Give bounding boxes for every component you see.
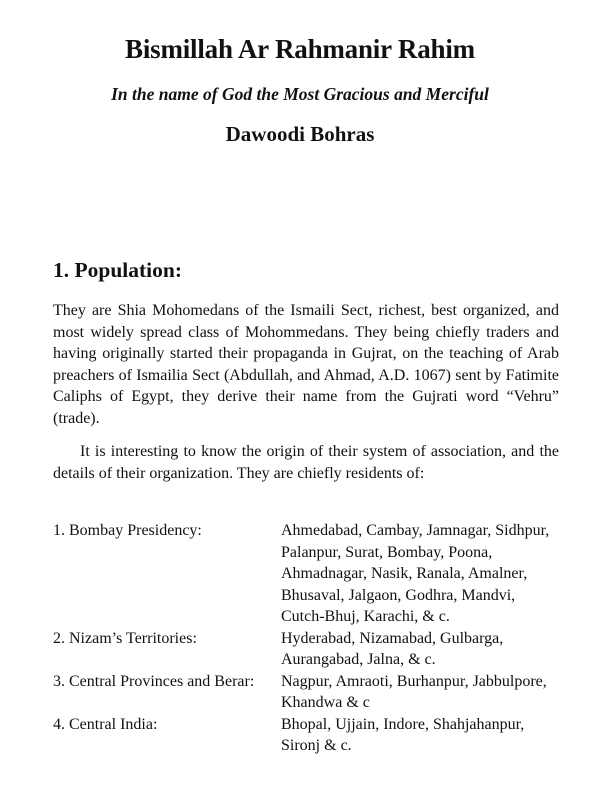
- page-subtitle: In the name of God the Most Gracious and Merciful: [111, 84, 489, 104]
- region-label: 3. Central Provinces and Berar:: [53, 672, 255, 690]
- list-item: [53, 520, 559, 628]
- paragraph-population: They are Shia Mohomedans of the Ismaili Sect, richest, best organized, and most widely spread class of Mohommedans. They being chiefly traders and having originally started their propaganda in Gujrat, on the teaching of Arab preachers of Ismailia Sect (Abdullah, and Ahmad, A.D. 1067) sent by Fatimite Caliphs of Egypt, they derive their name from the Gujrati word “Vehru” (trade).: [53, 302, 559, 427]
- region-places: Hyderabad, Nizamabad, Gulbarga, Aurangabad, Jalna, & c.: [281, 629, 504, 668]
- region-label: 4. Central India:: [53, 715, 158, 733]
- paragraph-residence: It is interesting to know the origin of their system of association, and the details of their organization. They are chiefly residents of:: [53, 443, 559, 482]
- region-places: Nagpur, Amraoti, Burhanpur, Jabbulpore, Khandwa & c: [281, 672, 547, 711]
- page-title: Bismillah Ar Rahmanir Rahim: [125, 34, 475, 64]
- region-places: Bhopal, Ujjain, Indore, Shahjahanpur, Sironj & c.: [281, 715, 525, 754]
- section-heading: 1. Population:: [53, 258, 183, 282]
- list-item: [53, 628, 559, 671]
- region-label: 2. Nizam’s Territories:: [53, 629, 197, 647]
- community-name: Dawoodi Bohras: [225, 122, 375, 146]
- list-item: [53, 714, 559, 757]
- region-places: Ahmedabad, Cambay, Jamnagar, Sidhpur, Palanpur, Surat, Bombay, Poona, Ahmadnagar, Nasik, Ranala, Amalner, Bhusaval, Jalgaon, Godhra, Mandvi, Cutch-Bhuj, Karachi, & c.: [281, 522, 550, 625]
- list-item: [53, 671, 559, 714]
- region-label: 1. Bombay Presidency:: [53, 522, 202, 539]
- regions-list: [53, 520, 559, 757]
